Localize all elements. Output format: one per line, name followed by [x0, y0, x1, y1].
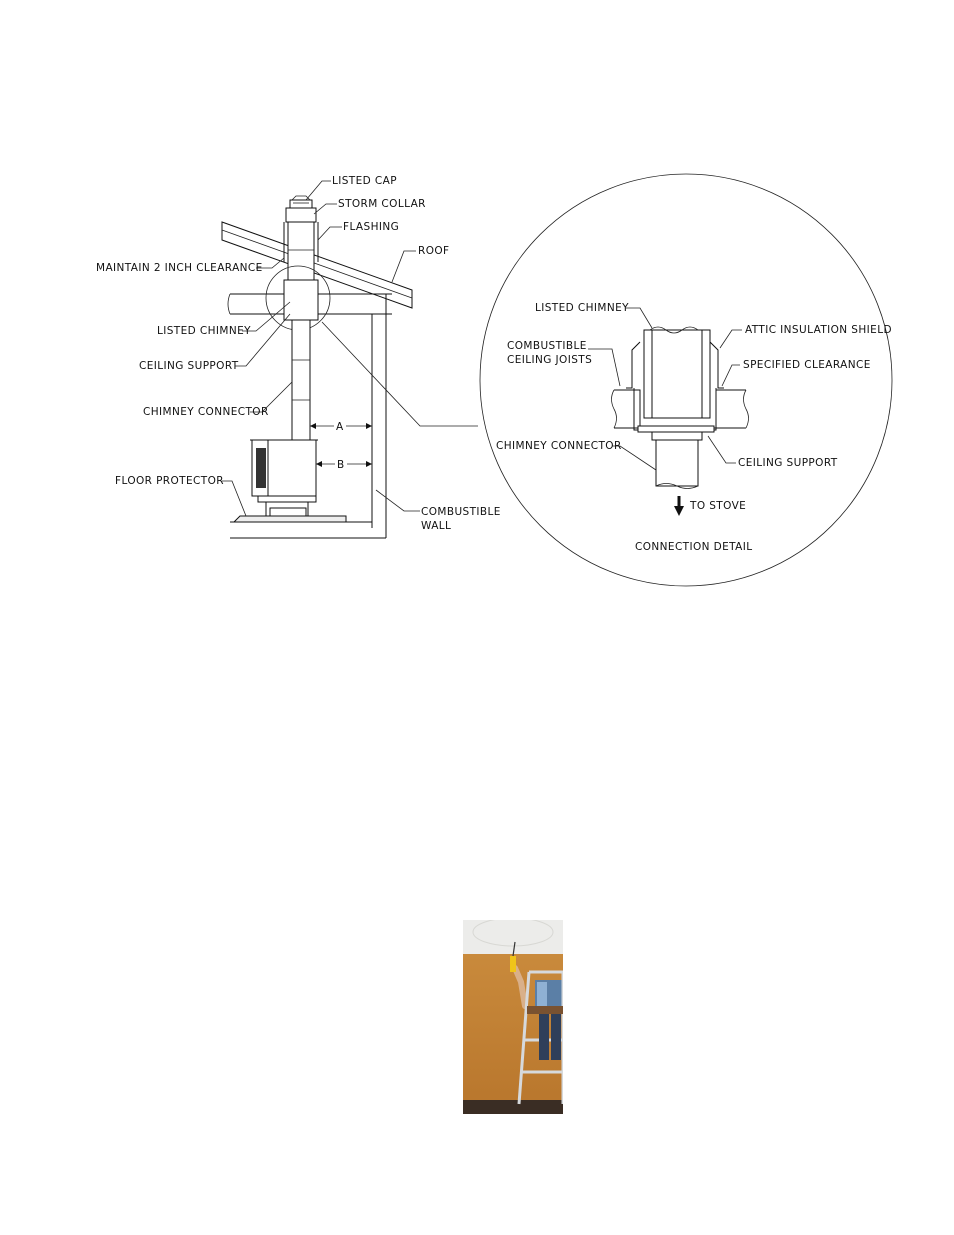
- floor-protector-label: FLOOR PROTECTOR: [115, 475, 224, 487]
- main-installation-drawing: [96, 175, 501, 538]
- listed-cap: [290, 196, 312, 208]
- flashing-label: FLASHING: [343, 221, 400, 233]
- detail-ceiling-support-label: CEILING SUPPORT: [738, 457, 838, 469]
- listed-chimney-label: LISTED CHIMNEY: [157, 325, 251, 337]
- connection-detail-title: CONNECTION DETAIL: [635, 541, 753, 553]
- ladder-photo: [463, 920, 563, 1114]
- ceiling-joist-left: [612, 390, 641, 428]
- dim-a-label: A: [336, 421, 344, 433]
- ceiling-support-detail: [638, 426, 714, 440]
- storm-collar: [286, 208, 316, 222]
- combustible-wall-label-2: WALL: [421, 520, 452, 532]
- combustible-joists-label-2: CEILING JOISTS: [507, 354, 593, 366]
- combustible-wall-label-1: COMBUSTIBLE: [421, 506, 501, 518]
- attic-insulation-shield-label: ATTIC INSULATION SHIELD: [745, 324, 892, 336]
- dimension-a: [310, 419, 372, 433]
- detail-chimney-connector-label: CHIMNEY CONNECTOR: [496, 440, 622, 452]
- chimney-connector-pipe: [292, 320, 310, 440]
- roof-label: ROOF: [418, 245, 450, 257]
- specified-clearance-label: SPECIFIED CLEARANCE: [743, 359, 871, 371]
- listed-chimney-main: [284, 222, 318, 320]
- ceiling-support-label: CEILING SUPPORT: [139, 360, 239, 372]
- combustible-joists-label-1: COMBUSTIBLE: [507, 340, 587, 352]
- listed-chimney-detail: [644, 327, 710, 418]
- listed-cap-label: LISTED CAP: [332, 175, 397, 187]
- maintain-clearance-label: MAINTAIN 2 INCH CLEARANCE: [96, 262, 263, 274]
- to-stove-label: TO STOVE: [690, 500, 747, 512]
- connection-detail: [480, 174, 892, 586]
- detail-listed-chimney-label: LISTED CHIMNEY: [535, 302, 629, 314]
- chimney-connector-label: CHIMNEY CONNECTOR: [143, 406, 269, 418]
- floor-protector: [234, 516, 346, 522]
- storm-collar-label: STORM COLLAR: [338, 198, 426, 210]
- dim-b-label: B: [337, 459, 345, 471]
- person-on-ladder-icon: [463, 920, 563, 1114]
- to-stove-arrow: [674, 496, 684, 516]
- chimney-connector-detail: [656, 440, 698, 489]
- ceiling-joist-right: [716, 390, 749, 428]
- stove: [250, 440, 318, 516]
- dimension-b: [316, 457, 372, 471]
